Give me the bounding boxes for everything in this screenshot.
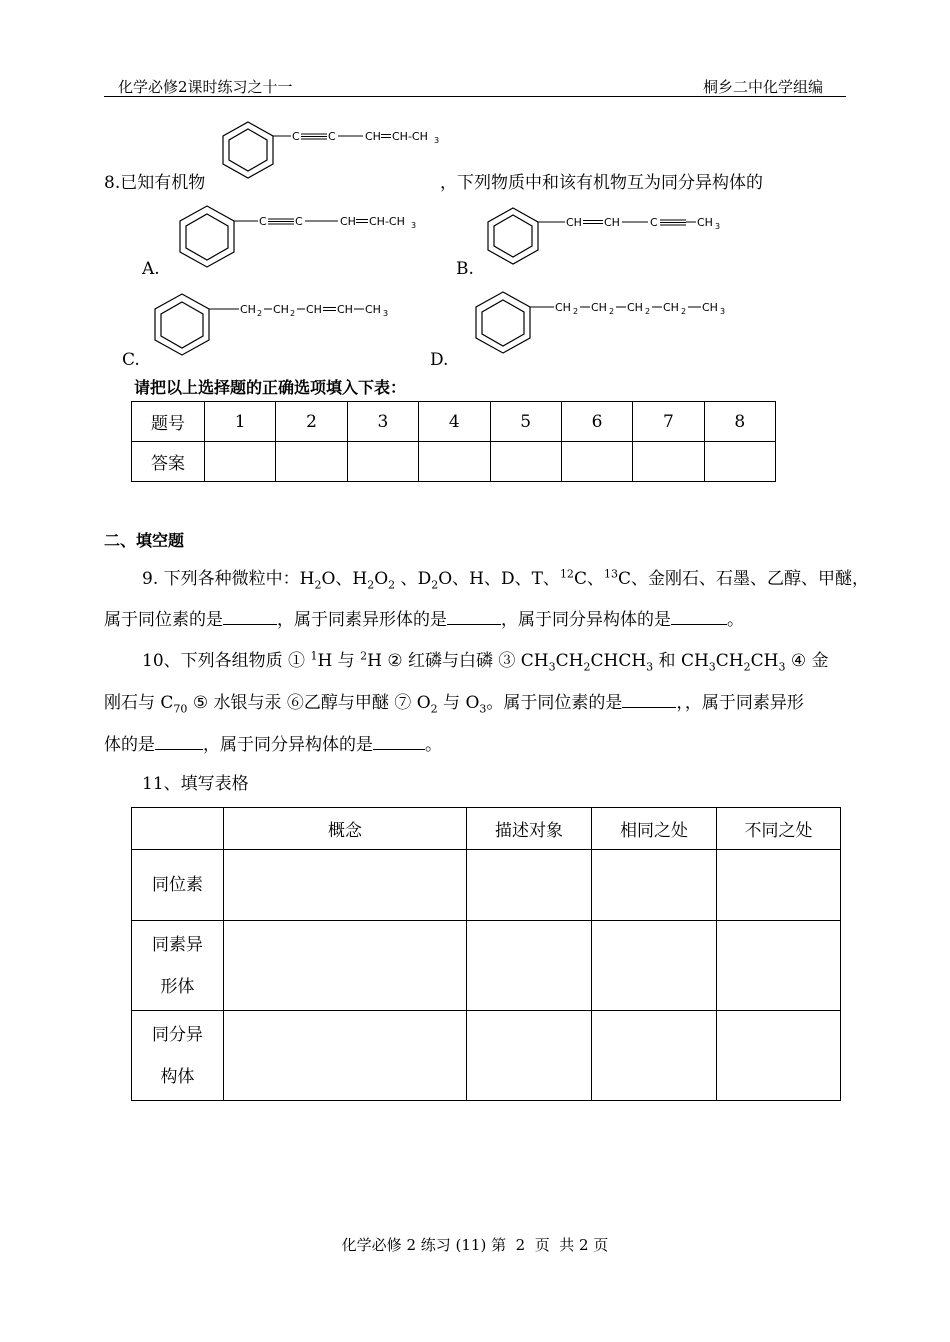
answer-table [131,401,776,482]
concept-row-label: 同位素 [132,850,224,921]
option-a-label[interactable]: A. [142,259,160,279]
option-d-sub-2: 2 [609,307,615,316]
option-b-structure [478,198,758,278]
answer-cell[interactable] [561,442,632,482]
option-d-sub-1: 2 [573,307,579,316]
q10-line-3: 体的是 ，属于同分异构体的是 。 [104,735,442,755]
q8-suffix: ，下列物质中和该有机物互为同分异构体的 [440,173,763,193]
option-a-atom-2: C [295,215,303,228]
option-b-atom-1: CH [566,216,582,229]
concept-cell[interactable] [467,850,592,921]
q8-given-sub: 3 [434,136,440,145]
concept-table-corner [132,808,224,850]
answer-table-number: 2 [276,402,347,442]
q8-given-atom-2: C [328,130,336,143]
q8-given-atom-1: C [292,130,300,143]
option-d-label[interactable]: D. [430,350,449,370]
header-left: 化学必修2课时练习之十一 [118,78,293,96]
option-c-sub-1: 2 [257,309,263,318]
option-c-atom-5: CH [365,303,381,316]
answer-table-head-number: 题号 [132,402,205,442]
option-d-structure [466,284,746,364]
header-right: 桐乡二中化学组编 [703,78,824,96]
option-b-atom-2: CH [604,216,620,229]
answer-cell[interactable] [347,442,418,482]
option-d-atom-3: CH [627,301,643,314]
answer-cell[interactable] [704,442,775,482]
answer-cell[interactable] [490,442,561,482]
option-d-atom-2: CH [591,301,607,314]
q9-blank-isomer[interactable] [671,609,727,625]
q8-given-atom-4: CH-CH [392,130,428,143]
concept-cell[interactable] [717,1011,841,1101]
option-d-sub-5: 3 [720,307,726,316]
answer-table-number: 7 [633,402,704,442]
q9-line-2: 属于同位素的是 ，属于同素异形体的是 ，属于同分异构体的是 。 [104,610,744,630]
answer-table-number: 5 [490,402,561,442]
q10-line-2: 刚石与 $C_{70}$ ⑤ 水银与汞 ⑥乙醇与甲醚 ⑦ $O_2$ 与 $O_3$。属于同位素的是 ，，属于同素异形 [104,693,804,716]
q9-blank-allotrope[interactable] [447,609,501,625]
answer-table-number: 4 [419,402,490,442]
concept-cell[interactable] [592,850,717,921]
q9-line-1: 9. 下列各种微粒中：$H_2O$、$H_2O_2$ 、$D_2O$、H、D、T、$^{12}$C、$^{13}$C、金刚石、石墨、乙醇、甲醚， [142,567,869,592]
concept-table-header: 不同之处 [717,808,841,850]
header-divider [104,96,846,97]
option-c-structure [145,286,405,361]
answer-cell[interactable] [205,442,276,482]
q10-line-1: 10、下列各组物质 ① $^1$H 与 $^2$H ② 红磷与白磷 ③ $CH_3CH_2CHCH_3$ 和 $CH_3CH_2CH_3$ ④ 金 [142,649,829,674]
concept-row-label: 同分异 构体 [132,1011,224,1101]
answer-table-number: 3 [347,402,418,442]
option-a-atom-4: CH-CH [369,215,405,228]
option-c-sub-3: 3 [383,309,389,318]
q10-blank-isotope[interactable] [622,692,676,708]
concept-cell[interactable] [592,1011,717,1101]
answer-table-head-answer: 答案 [132,442,205,482]
option-b-atom-3: C [650,216,658,229]
concept-cell[interactable] [467,1011,592,1101]
option-c-label[interactable]: C. [122,350,140,370]
q11-title: 11、填写表格 [142,774,249,794]
page-footer: 化学必修 2 练习 (11) 第 2 页 共 2 页 [341,1236,609,1254]
concept-row-label: 同素异 形体 [132,921,224,1011]
q10-blank-allotrope[interactable] [155,734,203,750]
option-a-sub: 3 [411,221,417,230]
concept-cell[interactable] [717,850,841,921]
option-c-atom-3: CH [306,303,322,316]
option-a-atom-3: CH [340,215,356,228]
concept-cell[interactable] [224,921,467,1011]
concept-table-header: 描述对象 [467,808,592,850]
q8-prefix: 8.已知有机物 [104,173,206,193]
q8-given-structure [215,112,455,192]
option-d-sub-3: 2 [645,307,651,316]
concept-cell[interactable] [467,921,592,1011]
concept-cell[interactable] [592,921,717,1011]
option-d-atom-1: CH [555,301,571,314]
q9-blank-isotope[interactable] [223,609,277,625]
option-b-atom-4: CH [697,216,713,229]
answer-table-number: 8 [704,402,775,442]
concept-cell[interactable] [224,1011,467,1101]
option-d-sub-4: 2 [681,307,687,316]
concept-cell[interactable] [224,850,467,921]
answer-cell[interactable] [419,442,490,482]
q8-given-atom-3: CH [365,130,381,143]
answer-cell[interactable] [276,442,347,482]
option-d-atom-5: CH [702,301,718,314]
answer-cell[interactable] [633,442,704,482]
answer-prompt: 请把以上选择题的正确选项填入下表： [134,378,407,397]
option-b-sub: 3 [715,222,721,231]
concept-table-header: 概念 [224,808,467,850]
option-c-atom-1: CH [240,303,256,316]
option-b-label[interactable]: B. [456,259,474,279]
option-c-atom-2: CH [273,303,289,316]
answer-table-number: 1 [205,402,276,442]
concept-cell[interactable] [717,921,841,1011]
section-2-title: 二、填空题 [104,531,185,550]
option-d-atom-4: CH [663,301,679,314]
q10-blank-isomer[interactable] [373,734,425,750]
concept-table [131,807,841,1101]
option-c-atom-4: CH [337,303,353,316]
option-a-structure [170,198,440,278]
answer-table-number: 6 [561,402,632,442]
concept-table-header: 相同之处 [592,808,717,850]
option-a-atom-1: C [259,215,267,228]
option-c-sub-2: 2 [290,309,296,318]
